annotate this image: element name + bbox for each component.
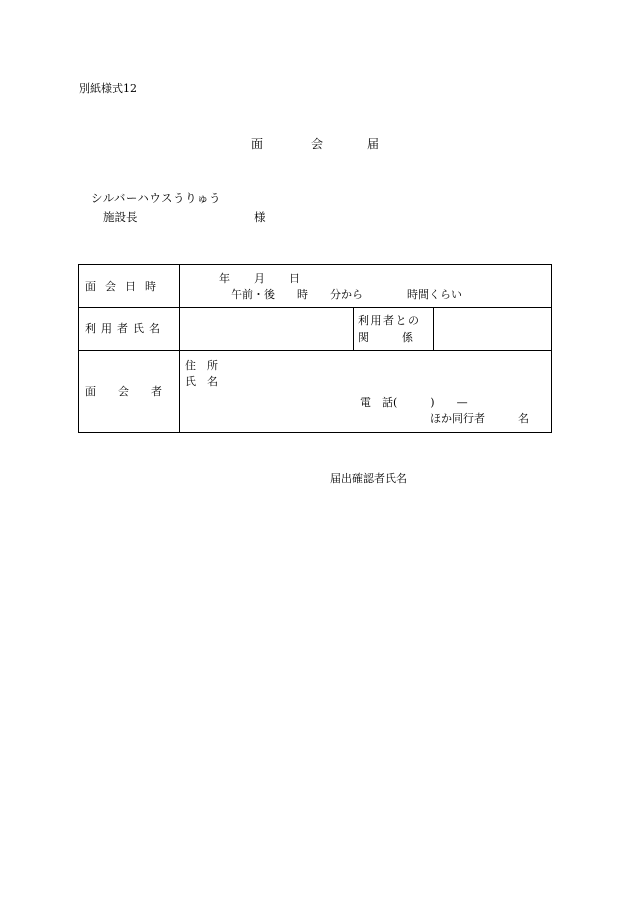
column-divider bbox=[433, 307, 434, 350]
month-label: 月 bbox=[254, 272, 265, 285]
confirmer-name-label: 届出確認者氏名 bbox=[330, 472, 407, 485]
companions-field[interactable]: ほか同行者 名 bbox=[430, 412, 529, 425]
document-title-char-2: 会 bbox=[311, 137, 324, 151]
visit-date-field[interactable] bbox=[219, 273, 300, 284]
director-title: 施設長 bbox=[103, 210, 138, 224]
phone-field[interactable]: 電 話( ) — bbox=[360, 396, 468, 409]
facility-name: シルバーハウスうりゅう bbox=[91, 191, 221, 205]
visit-datetime-label: 面会日時 bbox=[85, 280, 165, 293]
visitor-name-label: 氏 名 bbox=[185, 375, 218, 388]
column-divider bbox=[353, 307, 354, 350]
visit-time-field[interactable]: 午前・後 時 分から 時間くらい bbox=[231, 288, 462, 301]
relationship-label-line1: 利用者との bbox=[358, 314, 421, 327]
row-divider bbox=[79, 307, 551, 308]
column-divider bbox=[179, 265, 180, 432]
address-label: 住 所 bbox=[185, 359, 218, 372]
visitor-label: 面 会 者 bbox=[85, 385, 162, 398]
day-label: 日 bbox=[289, 272, 300, 285]
document-title-char-3: 届 bbox=[367, 137, 380, 151]
visit-form-table bbox=[78, 264, 552, 433]
honorific: 様 bbox=[254, 210, 266, 224]
document-title-char-1: 面 bbox=[251, 137, 264, 151]
relationship-label-line2: 関 係 bbox=[358, 331, 413, 344]
year-label: 年 bbox=[219, 272, 230, 285]
row-divider bbox=[79, 350, 551, 351]
form-code: 別紙様式12 bbox=[79, 82, 137, 95]
user-name-label: 利用者氏名 bbox=[85, 322, 165, 335]
